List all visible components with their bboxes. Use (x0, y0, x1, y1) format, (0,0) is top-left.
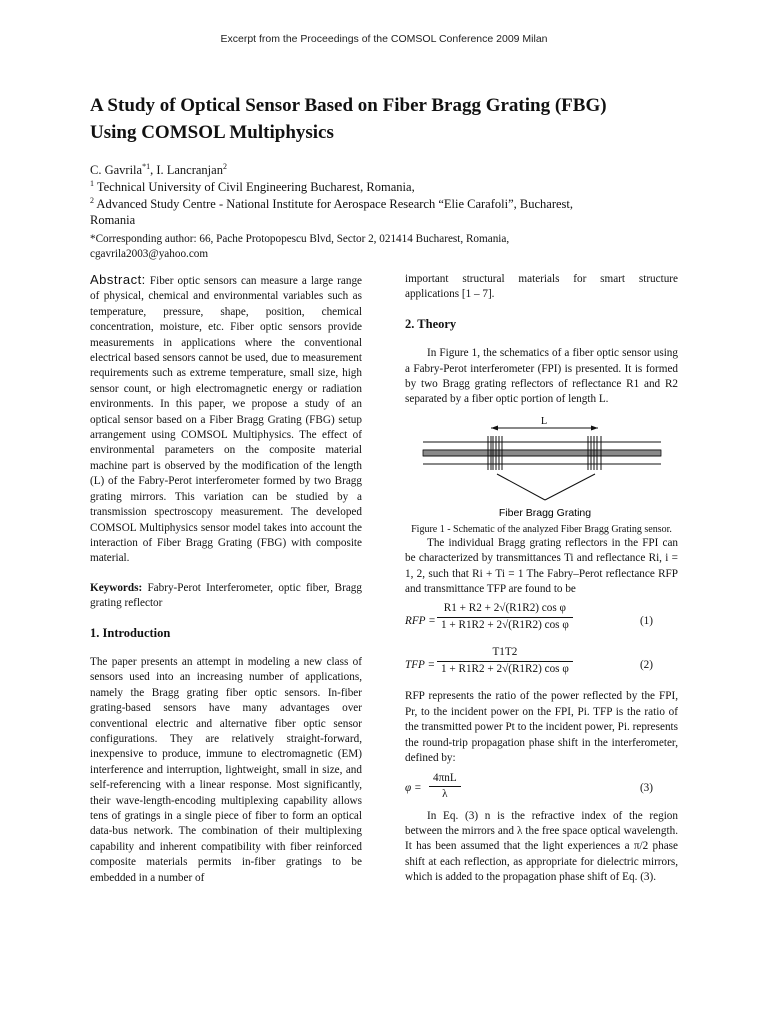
conference-header: Excerpt from the Proceedings of the COMSOL Conference 2009 Milan (220, 33, 548, 45)
corr-email: cgavrila2003@yahoo.com (90, 248, 209, 260)
continued-text: important structural materials for smart structure applications [1 – 7]. (405, 273, 678, 301)
title-line-2: Using COMSOL Multiphysics (90, 122, 334, 143)
pointer-right (545, 474, 595, 500)
affiliation-2 (90, 196, 650, 212)
eq3-number: (3) (639, 781, 653, 794)
eq2-numerator: T1T2 (437, 645, 573, 661)
arrow-right-head (591, 425, 598, 430)
keywords-text: Fabry-Perot Interferometer, optic fiber, Bragg grating reflector (90, 581, 362, 610)
pointer-left (497, 474, 545, 500)
eq1-denominator: 1 + R1R2 + 2√(R1R2) cos φ (441, 618, 569, 631)
author-block (90, 162, 650, 262)
keywords (90, 581, 362, 612)
affil-2-sup: 2 (90, 195, 94, 205)
equation-1 (405, 601, 678, 641)
eq3-denominator: λ (442, 787, 448, 800)
affiliation-2-cont: Romania (90, 213, 136, 227)
affiliation-1 (90, 179, 650, 195)
corr-text: *Corresponding author: 66, Pache Protopopescu Blvd, Sector 2, 021414 Bucharest, Romania, (90, 233, 510, 245)
eq3-lhs: φ = (405, 781, 422, 794)
intro-heading: 1. Introduction (90, 625, 171, 640)
eq1-lhs: RFP = (405, 615, 436, 628)
figure-caption: Figure 1 - Schematic of the analyzed Fiber Bragg Grating sensor. (411, 523, 672, 535)
corresponding-author (90, 232, 650, 262)
paper-title (90, 92, 690, 146)
eq1-fraction (437, 601, 573, 633)
affil-1-sup: 1 (90, 178, 94, 188)
title-line-1: A Study of Optical Sensor Based on Fiber Bragg Grating (FBG) (90, 95, 607, 116)
author-1: C. Gavrila (90, 163, 143, 177)
eq2-number: (2) (639, 659, 653, 672)
eq3-numerator: 4πnL (429, 771, 461, 787)
theory-paragraph-4: In Eq. (3) n is the refractive index of the region between the mirrors and λ the free space optical wavelength. It has been assumed that the light experiences a π/2 phase shift at each reflection, as appropriate for dielectric mirrors, which is added to the propagation phase shift of Eq. (3). (405, 809, 678, 884)
figure-1 (405, 416, 678, 524)
eq3-fraction (429, 771, 461, 803)
affil-1-text: Technical University of Civil Engineering Bucharest, Romania, (94, 180, 415, 194)
eq1-number: (1) (639, 615, 653, 628)
author-2: , I. Lancranjan (150, 163, 223, 177)
fbg-schematic (405, 416, 678, 524)
fbg-label: Fiber Bragg Grating (498, 506, 592, 519)
author-2-sup: 2 (222, 161, 227, 171)
author-1-sup: *1 (142, 161, 151, 171)
right-column (405, 272, 678, 886)
arrow-left-head (491, 425, 498, 430)
theory-paragraph-1: In Figure 1, the schematics of a fiber optic sensor using a Fabry-Perot interferometer (FPI) is presented. It is formed by two Bragg grating reflectors of reflectance R1 and R2 separated by a fiber optic portion of length L. (405, 347, 678, 406)
theory-paragraph-2: The individual Bragg grating reflectors in the FPI can be characterized by transmittances Ti and reflectance Ri, i = 1, 2, such that Ri + Ti = 1 The Fabry–Perot reflectance RFP and transmittance TFP are found to be (405, 536, 678, 596)
keywords-label: Keywords: (90, 581, 143, 594)
abstract (90, 272, 362, 567)
length-label: L (540, 415, 548, 427)
equation-3 (405, 771, 678, 805)
eq2-fraction (437, 645, 573, 677)
left-column (90, 272, 362, 886)
affil-2-text: Advanced Study Centre - National Institute for Aerospace Research “Elie Carafoli”, Bucharest, (94, 197, 573, 211)
fiber-core (423, 450, 661, 456)
eq2-lhs: TFP = (405, 659, 436, 672)
eq2-denominator: 1 + R1R2 + 2√(R1R2) cos φ (441, 662, 569, 675)
author-names (90, 162, 650, 178)
abstract-label: Abstract: (90, 272, 146, 287)
intro-text: The paper presents an attempt in modeling a new class of sensors used into an increasing number of applications, namely the Bragg grating fiber optic sensors. In-fiber grating-based sensors have many advantages over conventional electric and alternative fiber optic sensor configurations. They are relatively straight-forward, inexpensive to produce, immune to electromagnetic (EM) interference and interruption, lightweight, small in size, and self-referencing with a linear response. Most significantly, their wave-length-encoding multiplexing capability allows tens of gratings in a single piece of fiber to form an optical data-bus network. The combination of their multiplexing capability and inherent compatibility with fiber reinforced composite materials permits in-fiber gratings to be embedded in a number of (90, 655, 362, 884)
abstract-text: Fiber optic sensors can measure a large range of physical, chemical and environmental variables such as temperature, pressure, shape, position, chemical concentration, moisture, etc. Fiber optic sensors provide measurements in applications where the conventional electrical based sensors cannot be used, due to measurement requirements such as extreme temperature, small size, high sensor count, or high electromagnetic energy or radiation environments. In this paper, we propose a study of an optical sensor based on a Fiber Bragg Grating (FBG) setup arrangement using COMSOL Multiphysics. The effect of environmental parameters on the composite material machine part is observed by the modification of the length (L) of the Fabry-Perot interferometer formed by two Bragg grating mirrors. This variation can be studied by a transmission spectroscopy measurement. The developed COMSOL Multiphysics sensor model takes into account the interaction of Fiber Bragg Grating (FBG) with composite material. (90, 275, 362, 565)
theory-paragraph-3: RFP represents the ratio of the power reflected by the FPI, Pr, to the incident power on the FPI, Pi. TFP is the ratio of the transmitted power Pt to the incident power, Pi. represents the round-trip propagation phase shift in the interferometer, defined by: (405, 690, 678, 765)
theory-heading: 2. Theory (405, 316, 457, 331)
equation-2 (405, 645, 678, 685)
eq1-numerator: R1 + R2 + 2√(R1R2) cos φ (437, 601, 573, 617)
